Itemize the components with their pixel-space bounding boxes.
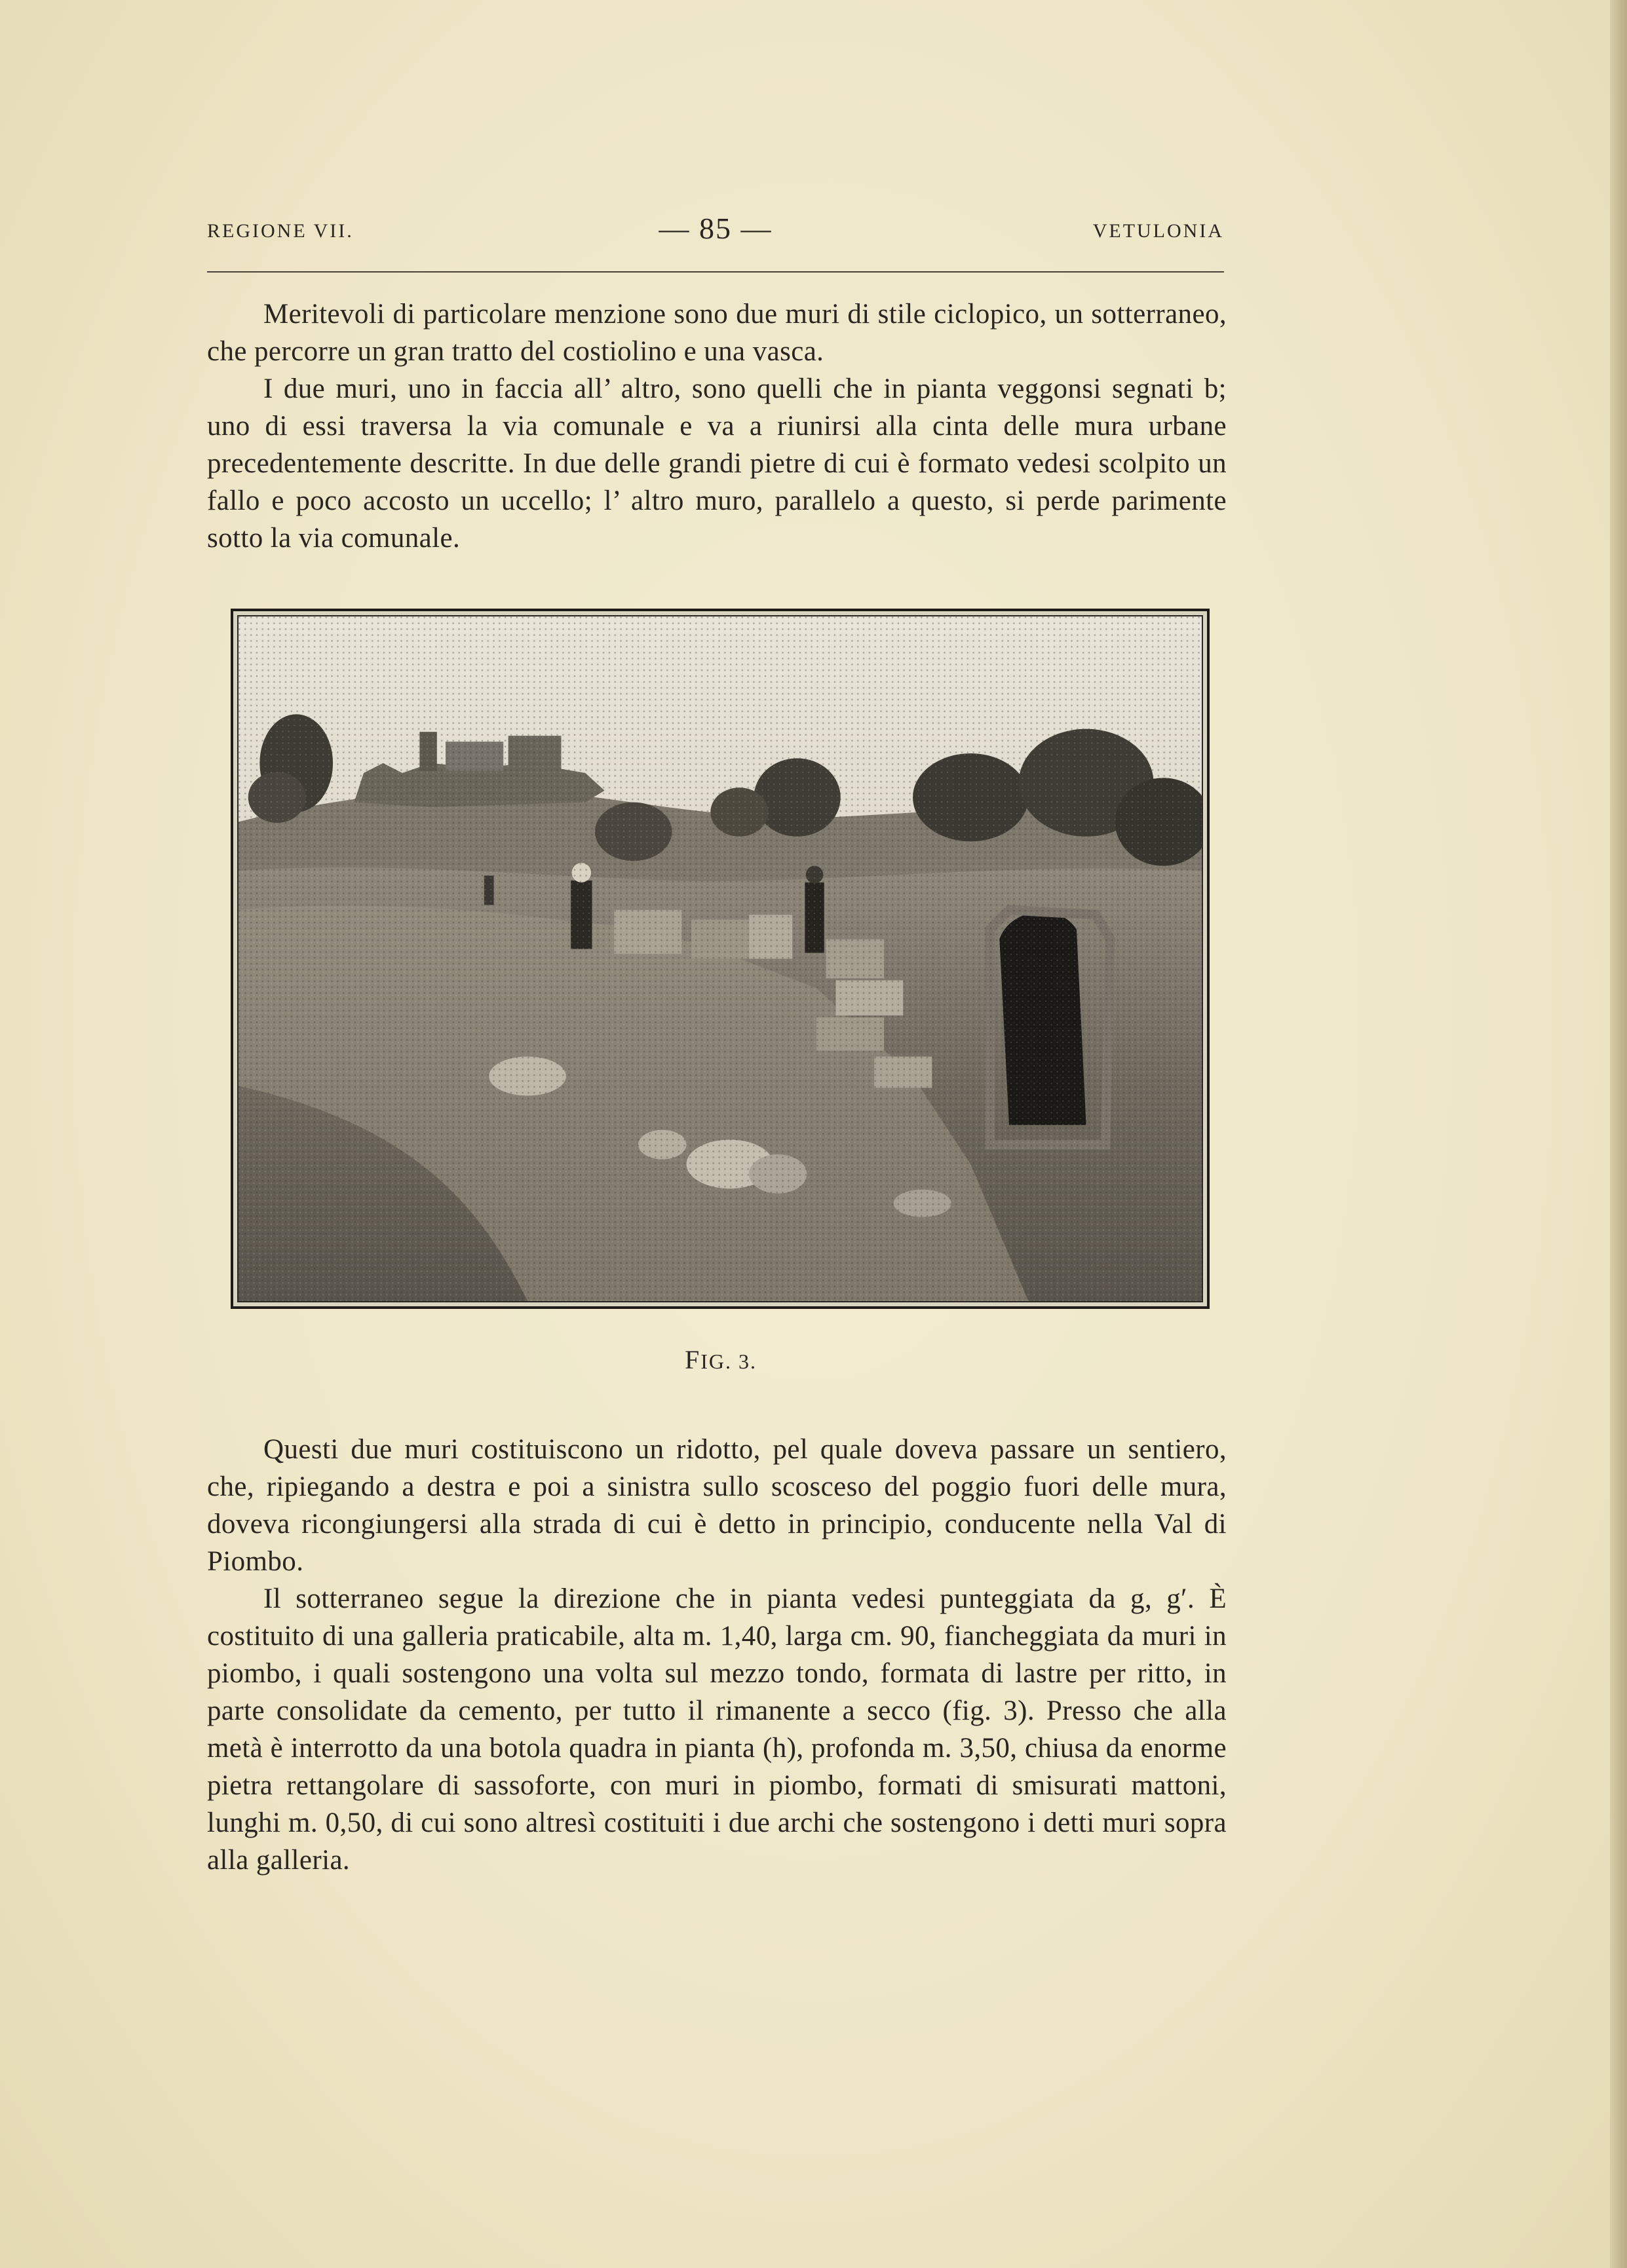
header-region: REGIONE VII. [207,220,354,242]
page-number: — 85 — [659,212,773,245]
paragraph-3: Questi due muri costituiscono un ridotto, pel quale doveva passare un sentiero, che, ripiegando a destra e poi a sinistra sullo scosceso del poggio fuori delle mura, doveva ricongiungersi alla strada di cui è detto in principio, conducente nella Val di Piombo. [207,1434,1227,1577]
running-header [207,211,1224,244]
figure-caption [0,1344,1442,1375]
caption-rest: IG. 3. [700,1350,757,1373]
page-edge [1610,0,1627,2268]
paragraph-2: I due muri, uno in faccia all’ altro, sono quelli che in pianta veggonsi segnati b; uno di essi traversa la via comunale e va a riunirsi alla cinta delle mura urbane precedentemente descritte. In due delle grandi pietre di cui è formato vedesi scolpito un fallo e poco accosto un uccello; l’ altro muro, parallelo a questo, si perde parimente sotto la via comunale. [207,373,1227,554]
excavation-photo [237,615,1203,1302]
paragraph-1: Meritevoli di particolare menzione sono due muri di stile ciclopico, un sotterraneo, che percorre un gran tratto del costiolino e una vasca. [207,299,1227,367]
header-place: VETULONIA [1092,220,1224,242]
caption-initial: F [684,1345,701,1374]
paragraph-4: Il sotterraneo segue la direzione che in pianta vedesi punteggiata da g, g′. È costituito di una galleria praticabile, alta m. 1,40, larga cm. 90, fiancheggiata da muri in piombo, i quali sostengono una volta sul mezzo tondo, formata di lastre per ritto, in parte consolidate da cemento, per tutto il rimanente a secco (fig. 3). Presso che alla metà è interrotto da una botola quadra in pianta (h), profonda m. 3,50, chiusa da enorme pietra rettangolare di sassoforte, con muri in piombo, formati di smisurati mattoni, lunghi m. 0,50, di cui sono altresì costituiti i due archi che sostengono i detti muri sopra alla galleria. [207,1583,1227,1876]
figure-photo [231,609,1210,1309]
header-rule [207,271,1224,273]
